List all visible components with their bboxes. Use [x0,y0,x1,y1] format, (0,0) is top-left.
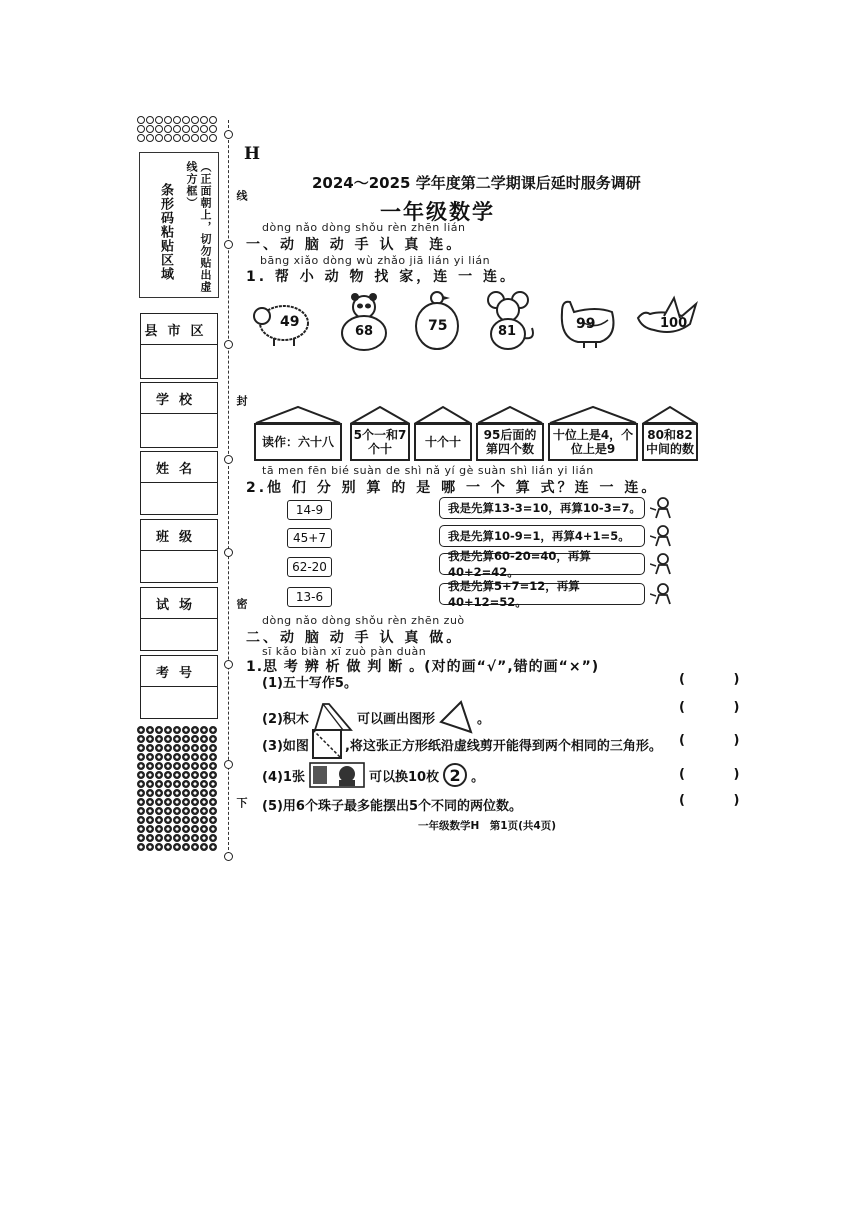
expression-box[interactable]: 62-20 [287,557,332,577]
dot [209,816,217,824]
field-name[interactable] [140,451,218,515]
dot [146,735,154,743]
dot [137,744,145,752]
dot [155,125,163,133]
dot [155,744,163,752]
animal-mouse[interactable] [484,290,544,352]
dot [164,834,172,842]
judge-item-5 [262,795,522,814]
dot [182,807,190,815]
dot [209,789,217,797]
dot [182,780,190,788]
dot [200,843,208,851]
animal-number: 81 [498,324,517,339]
dot [137,762,145,770]
banknote-icon [309,762,365,788]
dot [191,843,199,851]
dot [137,807,145,815]
dot [137,771,145,779]
dot [191,125,199,133]
dot [182,843,190,851]
dot [164,771,172,779]
dot [146,798,154,806]
dot [200,116,208,124]
dot [137,789,145,797]
dot [182,798,190,806]
dot [155,807,163,815]
animal-hen[interactable] [556,290,620,352]
field-label: 试场 [141,588,217,619]
dot [191,134,199,142]
cut-circle [224,240,233,249]
dot [146,789,154,797]
dot [155,780,163,788]
house-label: 5个一和7个十 [350,423,410,461]
dot [155,834,163,842]
speech-bubble[interactable]: 我是先算5+7=12，再算40+12=52。 [439,583,645,605]
dot [155,789,163,797]
cut-word: 线 [235,190,248,201]
dot [146,780,154,788]
house-label: 十位上是4，个位上是9 [548,423,638,461]
dot [200,789,208,797]
dot [182,726,190,734]
dot [209,134,217,142]
field-label: 班级 [141,520,217,551]
dot [137,125,145,133]
dot [173,726,181,734]
dot [191,816,199,824]
house-card[interactable] [350,405,410,463]
dot [191,744,199,752]
dot [209,753,217,761]
dot [191,753,199,761]
dot [209,726,217,734]
dot [164,735,172,743]
animal-number: 100 [660,316,688,331]
dot [182,771,190,779]
dot [173,744,181,752]
barcode-area [139,152,219,298]
dot [164,780,172,788]
dot [164,789,172,797]
dot [200,798,208,806]
dot [209,798,217,806]
dot [173,125,181,133]
dot [173,771,181,779]
dot [200,134,208,142]
dot [155,798,163,806]
dot [173,807,181,815]
dot [164,843,172,851]
field-label: 县市区 [141,314,217,345]
pinyin-line: bāng xiǎo dòng wù zhǎo jiā lián yi lián [260,254,491,267]
answer-bracket[interactable]: ( ) [679,793,762,808]
speech-bubble[interactable]: 我是先算13-3=10，再算10-3=7。 [439,497,645,519]
house-card[interactable] [548,405,638,463]
judge-item-3 [262,728,662,760]
answer-bracket[interactable]: ( ) [679,672,762,687]
cut-circle [224,660,233,669]
house-card[interactable] [642,405,698,463]
child-icon [650,496,674,520]
dot [173,816,181,824]
dot [200,753,208,761]
dot-pattern-bottom [137,726,223,851]
animal-number: 68 [355,324,374,339]
dot [209,762,217,770]
dot [164,744,172,752]
cut-circle [224,760,233,769]
dot [209,771,217,779]
dot [155,726,163,734]
animal-number: 75 [428,318,448,334]
dot [200,744,208,752]
answer-bracket[interactable]: ( ) [679,733,762,748]
dot [164,762,172,770]
field-exam-room[interactable] [140,587,218,651]
dashed-square-icon [311,728,343,760]
child-icon [650,552,674,576]
judge-text: 可以换10枚 [368,769,440,785]
pinyin-line: dòng nǎo dòng shǒu rèn zhēn zuò [262,614,465,627]
dot [155,762,163,770]
dot [137,116,145,124]
dot [191,726,199,734]
version-mark: H [244,144,261,164]
dot [173,116,181,124]
dot [155,735,163,743]
child-icon [650,524,674,548]
dot-pattern-top [137,116,223,142]
dot [137,735,145,743]
barcode-label: 条形码粘贴区域 [158,183,173,281]
dot [146,843,154,851]
dot [164,125,172,133]
dot [182,134,190,142]
dot [173,798,181,806]
animal-number: 49 [280,314,300,330]
section-heading: 二、动 脑 动 手 认 真 做。 [246,630,464,646]
cut-circle [224,340,233,349]
dot [209,825,217,833]
section-heading: 一、动 脑 动 手 认 真 连。 [246,237,464,253]
page-footer: 一年级数学H 第1页(共4页) [418,820,556,832]
dot [164,816,172,824]
dot [137,780,145,788]
dot [173,834,181,842]
dot [155,843,163,851]
judge-text: 可以画出图形 [356,711,435,727]
animal-chick[interactable] [410,290,470,352]
dot [137,816,145,824]
dot [191,834,199,842]
dot [173,762,181,770]
dot [200,816,208,824]
judge-text: (1)五十写作5。 [262,676,357,691]
dot [209,125,217,133]
dot [191,771,199,779]
pinyin-line: dòng nǎo dòng shǒu rèn zhēn lián [262,221,466,234]
animal-sheep[interactable] [250,290,310,352]
expression-box[interactable]: 13-6 [287,587,332,607]
dot [164,753,172,761]
dot [182,825,190,833]
dot [200,807,208,815]
dot [182,762,190,770]
dot [182,116,190,124]
dot [137,134,145,142]
animal-number: 99 [576,316,596,332]
animal-panda[interactable] [334,290,394,352]
house-label: 80和82中间的数 [642,423,698,461]
dot [191,116,199,124]
dot [164,807,172,815]
dot [137,843,145,851]
expression-box[interactable]: 14-9 [287,500,332,520]
cut-line [228,120,229,860]
dot [200,834,208,842]
dot [137,753,145,761]
coin-icon: 2 [443,763,467,787]
dot [182,816,190,824]
dot [173,789,181,797]
dot [146,753,154,761]
question-text: 2.他 们 分 别 算 的 是 哪 一 个 算 式？连 一 连。 [246,480,659,496]
dot [146,834,154,842]
judge-text: (2)积木 [262,711,309,727]
cut-circle [224,130,233,139]
dot [146,825,154,833]
dot [191,762,199,770]
dot [182,753,190,761]
dot [209,780,217,788]
pinyin-line: sī kǎo biàn xī zuò pàn duàn [262,645,427,658]
barcode-note: （正面朝上，切勿贴出虚线方框） [185,161,212,293]
dot [191,825,199,833]
dot [191,798,199,806]
dot [137,798,145,806]
cut-word: 封 [235,395,248,406]
dot [209,843,217,851]
dot [146,726,154,734]
judge-text: (4)1张 [262,769,305,785]
dot [182,789,190,797]
dot [173,735,181,743]
judge-item-4: (4)1张 可以换10枚 2 。 [262,762,484,788]
dot [155,825,163,833]
house-label: 95后面的第四个数 [476,423,544,461]
cut-circle [224,455,233,464]
subject-title: 一年级数学 [380,200,495,224]
dot [146,807,154,815]
dot [146,125,154,133]
speech-bubble[interactable]: 我是先算60-20=40，再算40+2=42。 [439,553,645,575]
house-label: 十个十 [414,423,472,461]
dot [200,771,208,779]
house-card[interactable] [254,405,342,463]
speech-bubble[interactable]: 我是先算10-9=1，再算4+1=5。 [439,525,645,547]
dot [164,726,172,734]
dot [146,134,154,142]
cut-word: 密 [235,598,248,609]
dot [191,807,199,815]
field-class[interactable] [140,519,218,583]
dot [164,825,172,833]
answer-bracket[interactable]: ( ) [679,767,762,782]
dot [182,744,190,752]
dot [164,134,172,142]
dot [146,744,154,752]
field-county[interactable] [140,313,218,379]
cut-circle [224,852,233,861]
child-icon [650,582,674,606]
dot [209,735,217,743]
dot [191,789,199,797]
dot [182,735,190,743]
animal-bird[interactable] [634,290,700,352]
dot [182,125,190,133]
house-card[interactable] [414,405,472,463]
dot [164,798,172,806]
cut-word: 下 [235,797,248,808]
exam-title: 2024～2025 学年度第二学期课后延时服务调研 [312,174,641,192]
field-label: 考号 [141,656,217,687]
dot [209,834,217,842]
judge-text: (3)如图 [262,738,309,754]
dot [146,762,154,770]
field-label: 学校 [141,383,217,414]
dot [146,771,154,779]
dot [164,116,172,124]
house-card[interactable] [476,405,544,463]
dot [173,134,181,142]
dot [155,753,163,761]
dot [191,735,199,743]
judge-item-1 [262,672,357,691]
dot [200,125,208,133]
cut-circle [224,548,233,557]
pinyin-line: tā men fēn bié suàn de shì nǎ yí gè suàn shì lián yi lián [262,464,594,477]
dot [173,843,181,851]
house-label: 读作：六十八 [254,423,342,461]
dot [200,735,208,743]
expression-box[interactable]: 45+7 [287,528,332,548]
answer-bracket[interactable]: ( ) [679,700,762,715]
dot [173,780,181,788]
question-text: 1. 帮 小 动 物 找 家，连 一 连。 [246,269,518,285]
dot [137,834,145,842]
field-exam-number[interactable] [140,655,218,719]
judge-text: (5)用6个珠子最多能摆出5个不同的两位数。 [262,799,523,814]
dot [137,825,145,833]
dot [182,834,190,842]
dot [200,825,208,833]
dot [155,116,163,124]
dot [200,762,208,770]
dot [155,134,163,142]
dot [209,807,217,815]
dot [200,780,208,788]
dot [209,744,217,752]
judge-item-2: (2)积木 可以画出图形 。 [262,700,490,734]
dot [146,116,154,124]
dot [137,726,145,734]
question-text: 1.思 考 辨 析 做 判 断 。(对的画“√”,错的画“×”) [246,659,600,675]
dot [209,116,217,124]
dot [155,771,163,779]
judge-text: ,将这张正方形纸沿虚线剪开能得到两个相同的三角形。 [344,738,662,754]
dot [173,753,181,761]
dot [146,816,154,824]
dot [200,726,208,734]
field-label: 姓名 [141,452,217,483]
field-school[interactable] [140,382,218,448]
dot [155,816,163,824]
dot [191,780,199,788]
dot [173,825,181,833]
